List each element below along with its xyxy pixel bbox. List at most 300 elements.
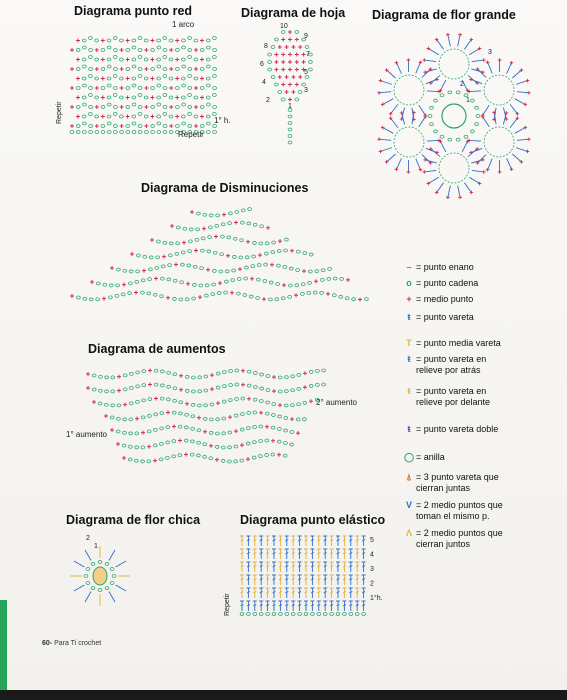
double-crochet: [323, 536, 327, 546]
chain-stitch: [191, 415, 195, 418]
chain-stitch: [278, 91, 282, 94]
single-crochet: [281, 83, 285, 87]
chain-stitch: [147, 430, 151, 433]
chain-stitch: [265, 412, 269, 415]
legend-text: = 2 medio puntos que cierran juntos: [416, 528, 503, 549]
chain-stitch: [217, 291, 221, 294]
legend-text: = anilla: [416, 452, 445, 462]
round-number: 1: [466, 97, 470, 104]
single-crochet: [288, 60, 292, 64]
chain-stitch: [200, 49, 204, 52]
chain-stitch: [219, 270, 223, 273]
single-crochet: [150, 238, 154, 242]
chain-stitch: [89, 131, 93, 134]
chain-stitch: [307, 291, 311, 294]
double-crochet: [304, 536, 308, 546]
single-crochet: [265, 425, 269, 429]
chain-stitch: [265, 242, 269, 245]
chain-stitch: [189, 240, 193, 243]
chain-stitch: [132, 65, 136, 68]
chain-stitch: [303, 251, 307, 254]
double-crochet: [516, 148, 527, 152]
chain-stitch: [194, 115, 198, 118]
chain-stitch: [200, 267, 204, 270]
chain-stitch: [224, 291, 228, 294]
double-crochet: [507, 158, 512, 169]
single-crochet: [288, 83, 292, 87]
chain-stitch: [336, 613, 340, 616]
double-crochet: [310, 601, 314, 611]
single-crochet: [381, 103, 385, 107]
chain-stitch: [185, 375, 189, 378]
chain-stitch: [163, 56, 167, 59]
single-crochet: [407, 58, 411, 62]
label-repetir-elastico: Repetir: [224, 593, 231, 616]
chain-stitch: [111, 390, 115, 393]
chain-stitch: [259, 425, 263, 428]
single-crochet: [76, 115, 80, 119]
chain-stitch: [132, 77, 136, 80]
single-crochet: [278, 239, 282, 243]
chain-stitch: [110, 582, 114, 585]
double-crochet: [259, 562, 263, 572]
double-crochet: [310, 549, 314, 559]
chain-stitch: [235, 397, 239, 400]
chain-stitch: [173, 373, 177, 376]
treble-crochet-icon: ŧ: [407, 424, 411, 434]
chain-stitch: [182, 77, 186, 80]
single-crochet: [200, 96, 204, 100]
single-crochet: [262, 297, 266, 301]
single-crochet: [435, 151, 439, 155]
chain-stitch: [180, 281, 184, 284]
chain-stitch: [197, 441, 201, 444]
single-crochet: [123, 403, 127, 407]
single-crochet: [303, 385, 307, 389]
single-crochet: [148, 369, 152, 373]
single-crochet: [274, 68, 278, 72]
chain-stitch: [167, 398, 171, 401]
double-crochet: [396, 63, 401, 74]
single-crochet: [200, 58, 204, 62]
chain-stitch: [163, 94, 167, 97]
single-crochet: [135, 417, 139, 421]
double-crochet: [462, 141, 467, 152]
chain-stitch: [216, 418, 220, 421]
chain-stitch: [237, 277, 241, 280]
single-crochet: [76, 96, 80, 100]
chain-stitch: [229, 369, 233, 372]
double-crochet: [362, 536, 366, 546]
chain-stitch: [107, 58, 111, 61]
single-crochet: [150, 115, 154, 119]
single-crochet: [381, 126, 385, 130]
chain-stitch: [163, 68, 167, 71]
chain-stitch: [448, 138, 452, 141]
chain-stitch: [114, 49, 118, 52]
leaf-row-number: 6: [260, 61, 264, 68]
single-crochet: [126, 39, 130, 43]
chain-stitch: [295, 31, 299, 34]
single-crochet: [250, 277, 254, 281]
double-crochet: [317, 549, 321, 559]
double-crochet: [510, 118, 517, 128]
chain-stitch: [222, 400, 226, 403]
leaf-row-number: 5: [304, 69, 308, 76]
ring-icon: ◯: [403, 452, 415, 462]
chain-stitch: [194, 96, 198, 99]
single-crochet: [281, 53, 285, 57]
double-crochet: [342, 575, 346, 585]
single-crochet: [144, 124, 148, 128]
chain-stitch: [154, 369, 158, 372]
chain-stitch: [123, 269, 127, 272]
single-crochet: [222, 213, 226, 217]
chain-stitch: [123, 431, 127, 434]
single-crochet: [458, 33, 462, 37]
chain-stitch: [284, 404, 288, 407]
chain-stitch: [365, 298, 369, 301]
chain-stitch: [169, 254, 173, 257]
single-crochet: [234, 429, 238, 433]
chain-stitch: [163, 75, 167, 78]
chain-stitch: [475, 106, 479, 109]
chain-stitch: [163, 106, 167, 109]
single-crochet: [458, 196, 462, 200]
double-crochet: [253, 575, 257, 585]
chain-stitch: [285, 376, 289, 379]
single-crochet: [101, 115, 105, 119]
chain-stitch: [298, 91, 302, 94]
chain-stitch: [355, 613, 359, 616]
chain-stitch: [144, 58, 148, 61]
chain-stitch: [268, 61, 272, 64]
chain-stitch: [234, 460, 238, 463]
double-crochet: [342, 549, 346, 559]
chain-stitch: [284, 441, 288, 444]
chain-stitch: [95, 131, 99, 134]
chain-stitch: [245, 266, 249, 269]
double-crochet: [259, 536, 263, 546]
chain-stitch: [253, 398, 257, 401]
single-crochet: [510, 61, 514, 65]
single-crochet: [70, 48, 74, 52]
chain-stitch: [470, 130, 474, 133]
double-crochet: [298, 536, 302, 546]
chain-stitch: [151, 125, 155, 128]
chain-stitch: [260, 399, 264, 402]
chain-stitch: [132, 84, 136, 87]
chain-stitch: [271, 46, 275, 49]
chain-stitch: [288, 141, 292, 144]
chain-stitch: [188, 94, 192, 97]
double-crochet: [323, 549, 327, 559]
double-crochet: [304, 562, 308, 572]
chain-stitch: [200, 106, 204, 109]
chain-stitch: [89, 113, 93, 116]
chain-stitch: [301, 292, 305, 295]
chain-stitch: [147, 292, 151, 295]
chain-stitch: [362, 613, 366, 616]
chain-stitch: [464, 135, 468, 138]
chain-stitch: [151, 131, 155, 134]
chain-stitch: [129, 445, 133, 448]
row-number: 4: [370, 551, 374, 559]
chain-stitch: [154, 413, 158, 416]
single-crochet: [117, 389, 121, 393]
chain-stitch: [188, 125, 192, 128]
chain-stitch: [182, 115, 186, 118]
chain-stitch: [114, 125, 118, 128]
chain-stitch: [101, 68, 105, 71]
chain-stitch: [91, 562, 95, 565]
chain-stitch: [345, 297, 349, 300]
chain-stitch: [304, 613, 308, 616]
magazine-name: Para Ti crochet: [54, 640, 102, 647]
chain-stitch: [283, 454, 287, 457]
double-crochet: [512, 154, 521, 162]
double-crochet: [116, 585, 126, 591]
chain-stitch: [89, 106, 93, 109]
legend-item: [402, 312, 474, 323]
legend-text: = punto media vareta: [416, 338, 501, 348]
double-crochet: [512, 70, 521, 78]
chain-stitch: [243, 293, 247, 296]
chain-stitch: [163, 125, 167, 128]
chain-stitch: [123, 388, 127, 391]
chain-stitch: [259, 613, 263, 616]
chain-stitch: [120, 77, 124, 80]
chain-stitch: [141, 291, 145, 294]
single-crochet: [110, 428, 114, 432]
chain-stitch: [126, 68, 130, 71]
round-number: 2: [86, 535, 90, 542]
double-crochet: [304, 588, 308, 598]
chain-stitch: [120, 131, 124, 134]
chain-stitch: [117, 404, 121, 407]
chain-stitch: [163, 113, 167, 116]
double-crochet: [416, 159, 421, 170]
chain-stitch: [138, 56, 142, 59]
chain-stitch: [138, 106, 142, 109]
chain-stitch: [126, 87, 130, 90]
chain-stitch: [200, 68, 204, 71]
chain-stitch: [160, 442, 164, 445]
chain-stitch: [205, 294, 209, 297]
single-crochet: [110, 266, 114, 270]
petal-chain-ring: [484, 127, 514, 157]
single-crochet: [285, 75, 289, 79]
single-crochet: [278, 403, 282, 407]
chain-stitch: [247, 370, 251, 373]
single-crochet: [122, 283, 126, 287]
chain-stitch: [207, 250, 211, 253]
single-crochet: [281, 38, 285, 42]
chain-stitch: [316, 383, 320, 386]
chain-stitch: [188, 250, 192, 253]
single-crochet: [150, 58, 154, 62]
legend-item: [402, 354, 486, 376]
chain-stitch: [269, 281, 273, 284]
chain-stitch: [302, 83, 306, 86]
double-crochet: [323, 575, 327, 585]
double-crochet: [116, 561, 126, 567]
chain-stitch: [323, 613, 327, 616]
chain-stitch: [185, 389, 189, 392]
single-crochet: [498, 170, 502, 174]
chain-stitch: [163, 131, 167, 134]
chain-stitch: [182, 39, 186, 42]
chain-stitch: [142, 399, 146, 402]
double-crochet: [246, 549, 250, 559]
double-crochet: [253, 536, 257, 546]
chain-stitch: [114, 87, 118, 90]
chain-stitch: [157, 84, 161, 87]
chain-stitch: [253, 425, 257, 428]
double-crochet: [362, 601, 366, 611]
single-crochet: [154, 397, 158, 401]
single-crochet: [238, 267, 242, 271]
chain-stitch: [159, 458, 163, 461]
double-crochet: [437, 183, 444, 193]
chain-stitch: [222, 417, 226, 420]
double-crochet: [330, 549, 334, 559]
chain-stitch: [151, 68, 155, 71]
single-crochet: [126, 115, 130, 119]
chain-stitch: [126, 125, 130, 128]
single-crochet: [194, 249, 198, 253]
chain-stitch: [263, 279, 267, 282]
single-crochet: [258, 253, 262, 257]
chain-stitch: [151, 87, 155, 90]
increase-diagram: [84, 358, 328, 468]
chain-stitch: [317, 613, 321, 616]
legend-text: = 3 punto vareta que cierran juntas: [416, 472, 499, 493]
chain-stitch: [290, 431, 294, 434]
chain-stitch: [89, 94, 93, 97]
chain-stitch: [213, 94, 217, 97]
chain-stitch: [95, 39, 99, 42]
double-crochet: [259, 549, 263, 559]
double-crochet: [383, 128, 394, 134]
double-crochet: [278, 601, 282, 611]
chain-stitch: [203, 213, 207, 216]
row-number: 3: [370, 566, 374, 573]
legend-item: [402, 452, 445, 463]
single-crochet: [274, 53, 278, 57]
double-crochet: [285, 601, 289, 611]
chain-stitch: [288, 122, 292, 125]
legend-item: [402, 500, 503, 522]
petal-chain-ring: [439, 153, 469, 183]
single-crochet: [241, 383, 245, 387]
chain-stitch: [434, 99, 438, 102]
chain-stitch: [296, 418, 300, 421]
chain-stitch: [343, 613, 347, 616]
chain-stitch: [240, 239, 244, 242]
chain-stitch: [289, 267, 293, 270]
single-crochet: [295, 60, 299, 64]
chain-stitch: [265, 453, 269, 456]
double-crochet: [336, 601, 340, 611]
single-crochet: [200, 39, 204, 43]
chain-stitch: [153, 444, 157, 447]
chain-stitch: [448, 91, 452, 94]
chain-stitch: [268, 53, 272, 56]
single-crochet: [178, 439, 182, 443]
leaf-row-number: 3: [304, 87, 308, 94]
chain-stitch: [141, 446, 145, 449]
single-crochet: [469, 78, 473, 82]
chain-stitch: [235, 383, 239, 386]
double-crochet: [246, 536, 250, 546]
chain-stitch: [115, 294, 119, 297]
chain-stitch: [213, 56, 217, 59]
chain-stitch: [428, 115, 432, 118]
chain-stitch: [272, 613, 276, 616]
chain-stitch: [207, 84, 211, 87]
double-crochet: [483, 117, 490, 127]
chain-stitch: [182, 103, 186, 106]
chain-stitch: [322, 383, 326, 386]
single-crochet: [101, 58, 105, 62]
chain-stitch: [253, 241, 257, 244]
chain-stitch: [240, 459, 244, 462]
double-crochet: [391, 118, 398, 128]
single-crochet: [246, 457, 250, 461]
double-crochet: [310, 588, 314, 598]
single-crochet: [194, 67, 198, 71]
single-crochet: [298, 45, 302, 49]
double-crochet: [317, 588, 321, 598]
double-crochet: [477, 69, 486, 77]
chain-stitch: [200, 125, 204, 128]
chain-stitch: [193, 283, 197, 286]
petal-chain-ring: [394, 127, 424, 157]
double-crochet: [278, 575, 282, 585]
single-crochet: [141, 431, 145, 435]
chain-stitch: [167, 278, 171, 281]
chain-stitch: [95, 77, 99, 80]
chain-stitch: [157, 77, 161, 80]
chain-stitch: [198, 376, 202, 379]
single-crochet: [281, 68, 285, 72]
chain-stitch: [189, 228, 193, 231]
chain-stitch: [149, 268, 153, 271]
chain-stitch: [430, 106, 434, 109]
double-crochet: [253, 601, 257, 611]
single-crochet: [70, 124, 74, 128]
single-crochet: [202, 227, 206, 231]
single-crochet: [291, 45, 295, 49]
chain-stitch: [138, 131, 142, 134]
chain-stitch: [210, 418, 214, 421]
double-crochet: [272, 549, 276, 559]
single-crochet: [210, 373, 214, 377]
chain-stitch: [107, 103, 111, 106]
single-crochet: [298, 75, 302, 79]
chain-stitch: [77, 296, 81, 299]
single-crochet: [130, 252, 134, 256]
chain-stitch: [200, 87, 204, 90]
single-crochet: [76, 58, 80, 62]
legend-text: = 2 medio puntos que toman el mismo p.: [416, 500, 503, 521]
chain-stitch: [254, 371, 258, 374]
single-crochet: [126, 58, 130, 62]
single-crochet: [70, 86, 74, 90]
chain-stitch: [114, 131, 118, 134]
chain-stitch: [277, 249, 281, 252]
